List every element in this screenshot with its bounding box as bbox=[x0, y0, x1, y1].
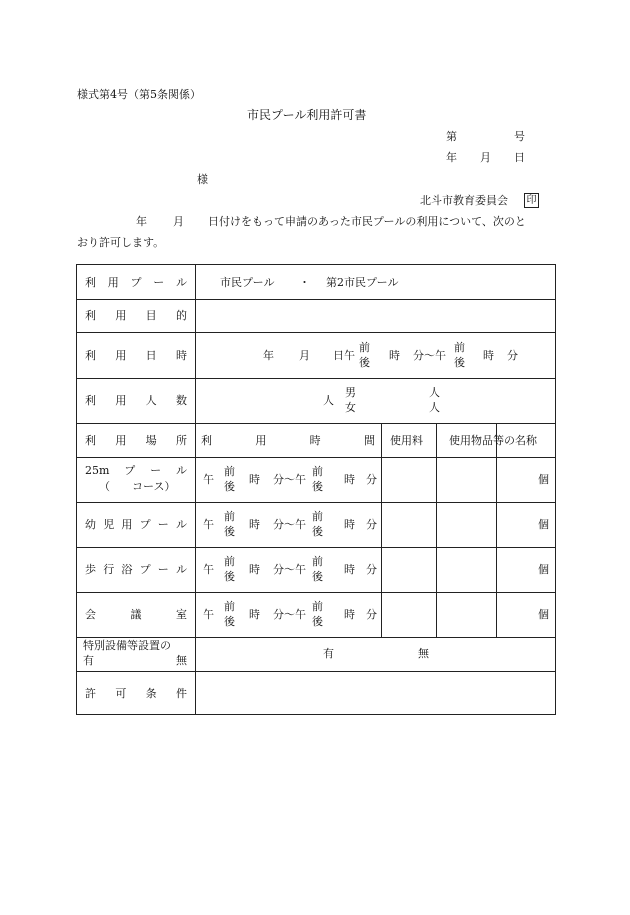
form-number: 様式第4号（第5条関係） bbox=[77, 88, 201, 101]
time-start-min: 分〜午 bbox=[273, 563, 306, 576]
time-am-pm: 午 bbox=[203, 608, 214, 621]
column-divider bbox=[436, 423, 437, 637]
issuer-name: 北斗市教育委員会 bbox=[420, 194, 508, 207]
time-start-ampm: 前 後 bbox=[224, 555, 235, 583]
time-start-min: 分〜午 bbox=[273, 473, 306, 486]
time-end-ampm: 前 後 bbox=[312, 465, 323, 493]
pool-option-separator: ・ bbox=[299, 276, 310, 289]
time-end-hour: 時 bbox=[344, 608, 355, 621]
time-end-min: 分 bbox=[366, 518, 377, 531]
item-unit: 個 bbox=[538, 563, 549, 576]
facility-meeting-room: 会 議 室 bbox=[85, 608, 187, 621]
issue-date-month: 月 bbox=[480, 151, 491, 164]
label-column-divider bbox=[195, 265, 196, 715]
time-end-hour: 時 bbox=[344, 473, 355, 486]
facility-walking-pool: 歩 行 浴 プ ー ル bbox=[85, 563, 187, 576]
time-end-min: 分 bbox=[366, 563, 377, 576]
special-no: 無 bbox=[418, 647, 429, 660]
label-place: 利 用 場 所 bbox=[85, 434, 187, 447]
time-end-min: 分 bbox=[366, 473, 377, 486]
label-conditions: 許 可 条 件 bbox=[85, 687, 187, 700]
intro-text-line2: おり許可します。 bbox=[77, 236, 165, 249]
label-pool: 利 用 プ ー ル bbox=[85, 276, 187, 289]
time-am-pm: 午 bbox=[203, 563, 214, 576]
item-unit: 個 bbox=[538, 608, 549, 621]
time-start-ampm: 前 後 bbox=[224, 600, 235, 628]
intro-year: 年 bbox=[136, 215, 147, 228]
item-unit: 個 bbox=[538, 518, 549, 531]
label-purpose: 利 用 目 的 bbox=[85, 309, 187, 322]
time-start-ampm: 前 後 bbox=[224, 510, 235, 538]
datetime-month: 月 bbox=[299, 349, 310, 362]
time-end-min: 分 bbox=[366, 608, 377, 621]
header-fee: 使用料 bbox=[390, 434, 423, 447]
label-people: 利 用 人 数 bbox=[85, 394, 187, 407]
time-start-ampm: 前 後 bbox=[224, 465, 235, 493]
time-end-hour: 時 bbox=[344, 563, 355, 576]
row-divider bbox=[77, 592, 555, 593]
row-divider bbox=[77, 502, 555, 503]
column-divider bbox=[496, 423, 497, 637]
addressee-suffix: 様 bbox=[197, 173, 208, 186]
datetime-hour-end: 時 bbox=[483, 349, 494, 362]
time-start-hour: 時 bbox=[249, 518, 260, 531]
number-suffix: 号 bbox=[514, 130, 525, 143]
row-divider bbox=[77, 299, 555, 300]
document-title: 市民プール利用許可書 bbox=[247, 108, 367, 122]
time-start-hour: 時 bbox=[249, 563, 260, 576]
time-end-ampm: 前 後 bbox=[312, 510, 323, 538]
seal-stamp: 印 bbox=[524, 193, 539, 208]
header-items: 使用物品等の名称 bbox=[449, 434, 537, 447]
row-divider bbox=[77, 637, 555, 638]
row-divider bbox=[77, 457, 555, 458]
time-start-hour: 時 bbox=[249, 608, 260, 621]
header-usage-time: 利 用 時 間 bbox=[201, 434, 375, 447]
label-special-equipment-yesno: 有 無 bbox=[83, 654, 187, 667]
time-end-hour: 時 bbox=[344, 518, 355, 531]
facility-infant-pool: 幼 児 用 プ ー ル bbox=[85, 518, 187, 531]
row-divider bbox=[77, 423, 555, 424]
item-unit: 個 bbox=[538, 473, 549, 486]
issue-date-day: 日 bbox=[514, 151, 525, 164]
label-special-equipment: 特別設備等設置の bbox=[83, 639, 171, 652]
permit-table bbox=[76, 264, 556, 715]
facility-25m-pool: 25m プ ー ル bbox=[85, 464, 187, 477]
datetime-min-start: 分〜午 bbox=[413, 349, 446, 362]
facility-25m-lane: （ コース） bbox=[99, 480, 176, 493]
datetime-hour-start: 時 bbox=[389, 349, 400, 362]
people-gender-unit: 人 人 bbox=[429, 386, 440, 414]
datetime-ampm-start: 前 後 bbox=[359, 341, 370, 369]
row-divider bbox=[77, 671, 555, 672]
special-yes: 有 bbox=[323, 647, 334, 660]
row-divider bbox=[77, 332, 555, 333]
label-datetime: 利 用 日 時 bbox=[85, 349, 187, 362]
number-prefix: 第 bbox=[446, 130, 457, 143]
pool-option-second: 第2市民プール bbox=[326, 276, 399, 289]
datetime-year: 年 bbox=[263, 349, 274, 362]
time-am-pm: 午 bbox=[203, 473, 214, 486]
time-start-min: 分〜午 bbox=[273, 608, 306, 621]
time-start-min: 分〜午 bbox=[273, 518, 306, 531]
datetime-ampm-end: 前 後 bbox=[454, 341, 465, 369]
time-end-ampm: 前 後 bbox=[312, 600, 323, 628]
time-start-hour: 時 bbox=[249, 473, 260, 486]
people-gender: 男 女 bbox=[345, 386, 356, 414]
row-divider bbox=[77, 547, 555, 548]
pool-option-city: 市民プール bbox=[220, 276, 275, 289]
column-divider bbox=[381, 423, 382, 637]
people-total-unit: 人 bbox=[323, 394, 334, 407]
intro-text-line1: 日付けをもって申請のあった市民プールの利用について、次のと bbox=[208, 215, 526, 228]
issue-date-year: 年 bbox=[446, 151, 457, 164]
row-divider bbox=[77, 378, 555, 379]
intro-month: 月 bbox=[173, 215, 184, 228]
time-am-pm: 午 bbox=[203, 518, 214, 531]
time-end-ampm: 前 後 bbox=[312, 555, 323, 583]
datetime-min-end: 分 bbox=[507, 349, 518, 362]
datetime-day-ampm: 日午 bbox=[333, 349, 355, 362]
